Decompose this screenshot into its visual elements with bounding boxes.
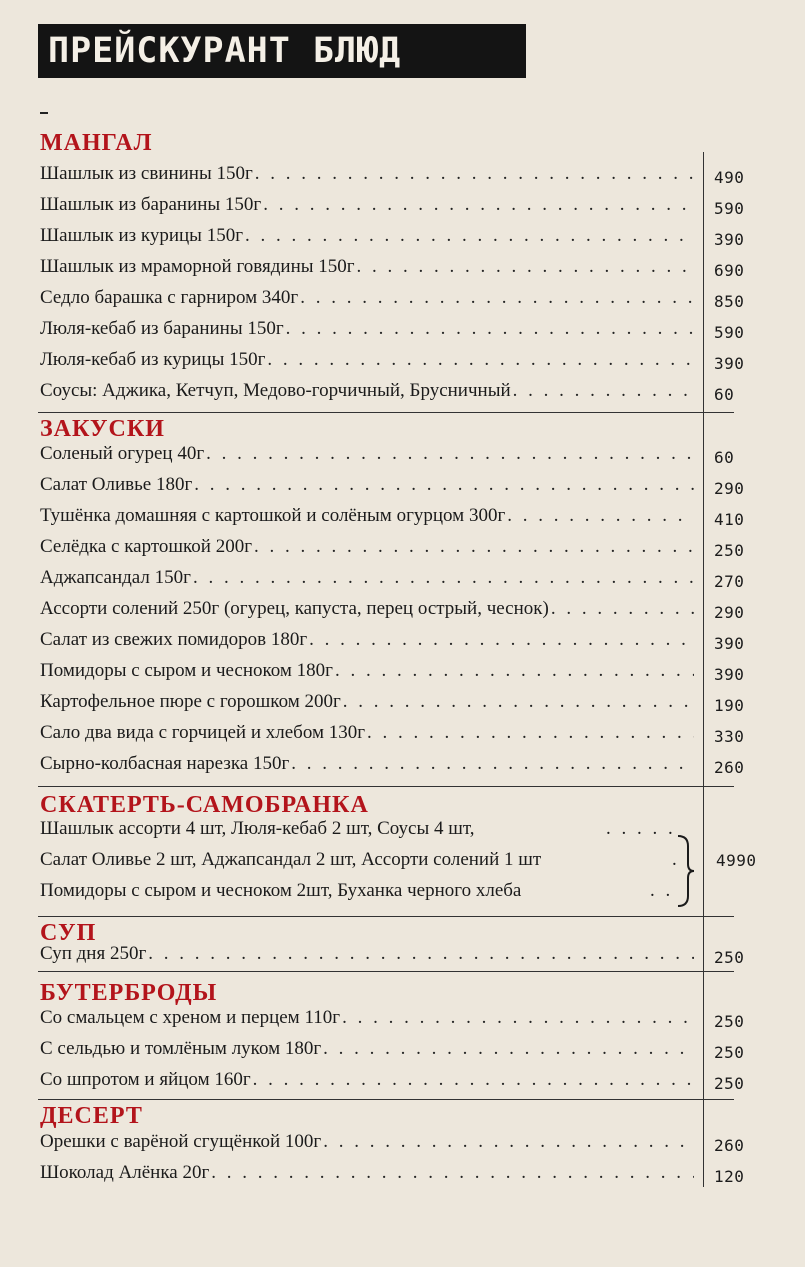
leader-dots (357, 256, 694, 278)
leader-dots (323, 1131, 694, 1153)
item-price: 270 (714, 572, 745, 591)
item-name: Седло барашка с гарниром 340г (40, 287, 299, 308)
leader-dots (309, 629, 694, 651)
leader-dots (323, 1038, 694, 1060)
section-divider (38, 971, 734, 972)
item-name: Шашлык из баранины 150г (40, 194, 262, 215)
item-price: 250 (714, 948, 745, 967)
menu-item (40, 598, 700, 622)
section-title-mangal: МАНГАЛ (40, 130, 153, 156)
item-name: Салат Оливье 180г (40, 474, 193, 495)
item-name: Люля-кебаб из баранины 150г (40, 318, 284, 339)
leader-dots: . (672, 849, 680, 870)
combo-line: Помидоры с сыром и чесноком 2шт, Буханка черного хлеба (40, 880, 522, 901)
item-price: 390 (714, 634, 745, 653)
item-price: 490 (714, 168, 745, 187)
menu-item (40, 722, 700, 746)
page-title: ПРЕЙСКУРАНТ БЛЮД (48, 31, 402, 71)
menu-item (40, 194, 700, 218)
item-name: Ассорти солений 250г (огурец, капуста, перец острый, чеснок) (40, 598, 549, 619)
menu-item (40, 1007, 700, 1031)
menu-item (40, 1069, 700, 1093)
leader-dots (267, 349, 694, 371)
item-price: 250 (714, 1074, 745, 1093)
item-price: 410 (714, 510, 745, 529)
item-price: 250 (714, 1043, 745, 1062)
item-price: 690 (714, 261, 745, 280)
item-price: 330 (714, 727, 745, 746)
item-name: Орешки с варёной сгущёнкой 100г (40, 1131, 322, 1152)
item-price: 60 (714, 385, 735, 404)
menu-item (40, 753, 700, 777)
section-title-zakuski: ЗАКУСКИ (40, 416, 165, 442)
item-name: Люля-кебаб из курицы 150г (40, 349, 266, 370)
section-divider (38, 1099, 734, 1100)
item-price: 260 (714, 758, 745, 777)
item-name: Салат из свежих помидоров 180г (40, 629, 308, 650)
item-name: Сырно-колбасная нарезка 150г (40, 753, 290, 774)
leader-dots (300, 287, 694, 309)
item-price: 250 (714, 1012, 745, 1031)
leader-dots (343, 691, 694, 713)
menu-item (40, 1162, 700, 1186)
leader-dots (551, 598, 694, 620)
item-price: 390 (714, 230, 745, 249)
menu-item (40, 536, 700, 560)
leader-dots: . . (650, 880, 674, 901)
item-name: Сало два вида с горчицей и хлебом 130г (40, 722, 366, 743)
menu-item (40, 567, 700, 591)
menu-item (40, 349, 700, 373)
menu-item (40, 443, 700, 467)
item-name: Шашлык из свинины 150г (40, 163, 253, 184)
item-name: Шоколад Алёнка 20г (40, 1162, 210, 1183)
leader-dots (335, 660, 694, 682)
leader-dots (193, 567, 694, 589)
menu-item (40, 1038, 700, 1062)
item-name: Помидоры с сыром и чесноком 180г (40, 660, 333, 681)
item-name: С сельдью и томлёным луком 180г (40, 1038, 322, 1059)
item-name: Шашлык из мраморной говядины 150г (40, 256, 355, 277)
leader-dots (342, 1007, 694, 1029)
menu-item (40, 380, 700, 404)
item-price: 250 (714, 541, 745, 560)
item-price: 290 (714, 603, 745, 622)
menu-item (40, 691, 700, 715)
item-price: 390 (714, 665, 745, 684)
item-price: 850 (714, 292, 745, 311)
decorative-mark (40, 112, 48, 114)
item-name: Тушёнка домашняя с картошкой и солёным огурцом 300г (40, 505, 506, 526)
item-name: Со шпротом и яйцом 160г (40, 1069, 251, 1090)
title-banner (38, 24, 526, 78)
menu-item (40, 1131, 700, 1155)
menu-item (40, 629, 700, 653)
leader-dots (255, 163, 694, 185)
leader-dots (263, 194, 694, 216)
section-divider (38, 786, 734, 787)
leader-dots (194, 474, 694, 496)
price-column-divider (703, 152, 704, 1187)
item-name: Картофельное пюре с горошком 200г (40, 691, 341, 712)
leader-dots (513, 380, 694, 402)
menu-item (40, 225, 700, 249)
leader-dots (286, 318, 694, 340)
combo-line: Салат Оливье 2 шт, Аджапсандал 2 шт, Ассорти солений 1 шт (40, 849, 542, 870)
leader-dots (148, 943, 694, 965)
leader-dots (291, 753, 694, 775)
item-name: Аджапсандал 150г (40, 567, 191, 588)
item-price: 60 (714, 448, 735, 467)
section-title-skatert: СКАТЕРТЬ-САМОБРАНКА (40, 792, 369, 818)
menu-item (40, 660, 700, 684)
item-price: 390 (714, 354, 745, 373)
leader-dots (367, 722, 694, 744)
item-name: Селёдка с картошкой 200г (40, 536, 253, 557)
item-price: 190 (714, 696, 745, 715)
item-name: Соусы: Аджика, Кетчуп, Медово-горчичный, Брусничный (40, 380, 511, 401)
leader-dots (507, 505, 694, 527)
item-price: 590 (714, 199, 745, 218)
combo-line: Шашлык ассорти 4 шт, Люля-кебаб 2 шт, Соусы 4 шт, (40, 818, 475, 839)
section-title-buterbrody: БУТЕРБРОДЫ (40, 980, 218, 1006)
item-price: 260 (714, 1136, 745, 1155)
section-divider (38, 412, 734, 413)
item-price: 290 (714, 479, 745, 498)
leader-dots (211, 1162, 694, 1184)
item-name: Шашлык из курицы 150г (40, 225, 243, 246)
item-name: Со смальцем с хреном и перцем 110г (40, 1007, 341, 1028)
section-divider (38, 916, 734, 917)
menu-item (40, 287, 700, 311)
item-price: 590 (714, 323, 745, 342)
leader-dots: . . . . . (606, 818, 676, 839)
menu-item (40, 318, 700, 342)
item-price: 4990 (716, 851, 757, 870)
brace-icon (676, 834, 696, 908)
menu-item (40, 256, 700, 280)
item-name: Соленый огурец 40г (40, 443, 205, 464)
section-title-sup: СУП (40, 920, 97, 946)
section-title-desert: ДЕСЕРТ (40, 1103, 143, 1129)
leader-dots (253, 1069, 694, 1091)
menu-item (40, 943, 700, 967)
item-price: 120 (714, 1167, 745, 1186)
menu-item (40, 474, 700, 498)
item-name: Суп дня 250г (40, 943, 147, 964)
leader-dots (245, 225, 694, 247)
menu-item (40, 505, 700, 529)
leader-dots (254, 536, 694, 558)
leader-dots (206, 443, 694, 465)
menu-item (40, 163, 700, 187)
